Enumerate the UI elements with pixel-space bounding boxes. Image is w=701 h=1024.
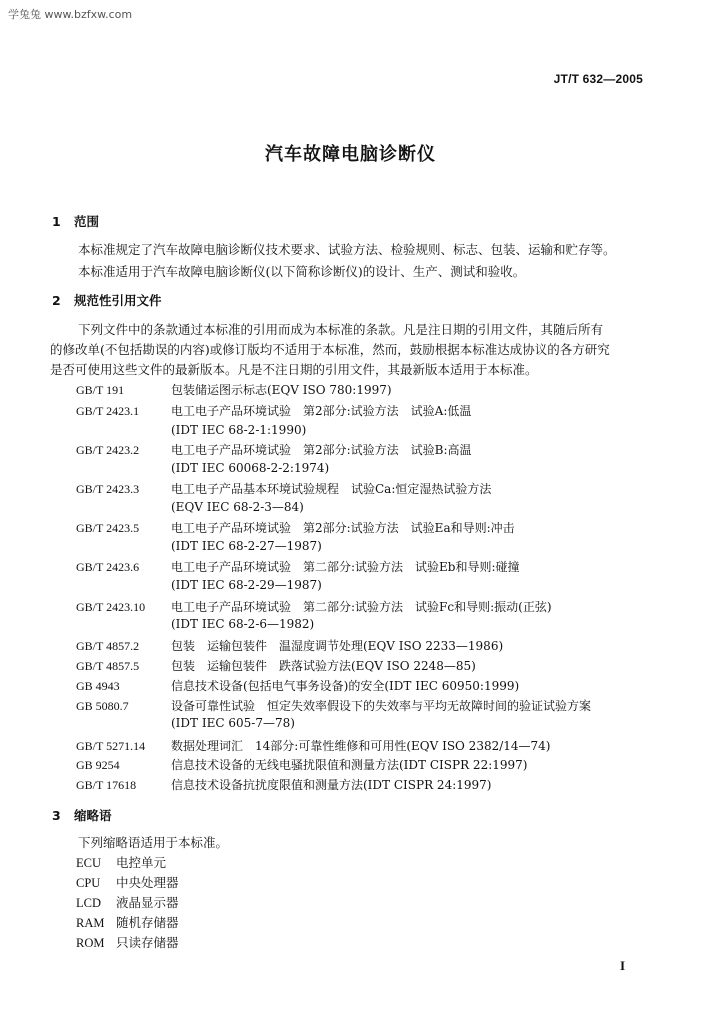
reference-item [76,381,392,398]
reference-title: 电工电子产品基本环境试验规程 试验Ca:恒定湿热试验方法 [171,482,492,496]
section-title: 规范性引用文件 [74,293,162,308]
abbreviation-code: CPU [76,876,101,890]
section-title: 缩略语 [74,808,112,823]
abbreviation-item [76,893,179,911]
abbreviation-meaning: 电控单元 [116,855,167,870]
reference-item [76,756,527,773]
reference-item [76,441,472,458]
reference-title: 电工电子产品环境试验 第2部分:试验方法 试验Ea和导则:冲击 [171,521,515,535]
reference-title: 电工电子产品环境试验 第2部分:试验方法 试验B:高温 [171,443,472,457]
reference-code: GB/T 191 [76,383,125,397]
section-title: 范围 [74,214,100,229]
reference-title: 电工电子产品环境试验 第二部分:试验方法 试验Eb和导则:碰撞 [171,560,520,574]
reference-title: 电工电子产品环境试验 第二部分:试验方法 试验Fc和导则:振动(正弦) [171,600,552,614]
reference-code: GB/T 2423.5 [76,521,140,535]
reference-equivalence: (IDT IEC 68-2-27—1987) [171,539,322,553]
reference-title: 数据处理词汇 14部分:可靠性维修和可用性(EQV ISO 2382/14—74) [171,739,551,753]
abbreviation-meaning: 只读存储器 [116,935,179,950]
references-intro-line: 下列文件中的条款通过本标准的引用而成为本标准的条款。凡是注日期的引用文件，其随后所有 [78,322,604,337]
reference-equivalence: (IDT IEC 605-7—78) [171,716,295,730]
reference-item [76,677,519,694]
reference-item [76,657,476,674]
reference-item [76,737,551,754]
reference-equivalence: (IDT IEC 60068-2-2:1974) [171,461,330,475]
standard-number: JT/T 632—2005 [553,72,643,86]
references-intro-line: 的修改单(不包括勘误的内容)或修订版均不适用于本标准，然而，鼓励根据本标准达成协议的各方研究 [50,342,610,357]
abbreviation-meaning: 中央处理器 [116,875,179,890]
reference-code: GB/T 4857.2 [76,639,140,653]
reference-code: GB/T 4857.5 [76,659,140,673]
abbreviation-item [76,913,179,931]
reference-code: GB/T 5271.14 [76,739,146,753]
reference-code: GB 4943 [76,679,120,693]
reference-equivalence: (IDT IEC 68-2-6—1982) [171,617,315,631]
abbreviation-code: RAM [76,916,105,930]
reference-code: GB 5080.7 [76,699,129,713]
section-number: 2 [52,293,61,308]
reference-item [76,598,552,615]
reference-title: 包装 运输包装件 温湿度调节处理(EQV ISO 2233—1986) [171,639,504,653]
reference-code: GB/T 2423.6 [76,560,140,574]
reference-equivalence: (IDT IEC 68-2-1:1990) [171,423,307,437]
references-intro-line: 是否可使用这些文件的最新版本。凡是不注日期的引用文件，其最新版本适用于本标准。 [50,362,538,377]
reference-equivalence: (EQV IEC 68-2-3—84) [171,500,304,514]
section-heading-references [52,291,162,309]
page-number: I [620,958,626,973]
abbreviation-meaning: 液晶显示器 [116,895,179,910]
section-heading-abbreviations [52,806,112,824]
scope-paragraph-1: 本标准规定了汽车故障电脑诊断仪技术要求、试验方法、检验规则、标志、包装、运输和贮存等。 [78,242,616,257]
abbreviation-code: LCD [76,896,101,910]
reference-code: GB/T 2423.1 [76,404,140,418]
reference-title: 信息技术设备的无线电骚扰限值和测量方法(IDT CISPR 22:1997) [171,758,528,772]
reference-code: GB/T 2423.3 [76,482,140,496]
reference-title: 信息技术设备抗扰度限值和测量方法(IDT CISPR 24:1997) [171,778,492,792]
abbreviation-item [76,933,179,951]
abbreviations-intro: 下列缩略语适用于本标准。 [78,835,229,850]
reference-code: GB 9254 [76,758,120,772]
reference-code: GB/T 2423.2 [76,443,140,457]
reference-code: GB/T 17618 [76,778,137,792]
abbreviation-item [76,853,166,871]
reference-title: 包装 运输包装件 跌落试验方法(EQV ISO 2248—85) [171,659,476,673]
watermark: 学兔兔 www.bzfxw.com [8,8,133,21]
reference-title: 电工电子产品环境试验 第2部分:试验方法 试验A:低温 [171,404,472,418]
document-title: 汽车故障电脑诊断仪 [265,144,436,165]
abbreviation-code: ECU [76,856,101,870]
reference-title: 包装储运图示标志(EQV ISO 780:1997) [171,383,392,397]
reference-title: 信息技术设备(包括电气事务设备)的安全(IDT IEC 60950:1999) [171,679,520,693]
reference-item [76,480,491,497]
reference-equivalence: (IDT IEC 68-2-29—1987) [171,578,322,592]
scope-paragraph-2: 本标准适用于汽车故障电脑诊断仪(以下简称诊断仪)的设计、生产、测试和验收。 [78,264,526,279]
reference-item [76,697,591,714]
abbreviation-meaning: 随机存储器 [116,915,179,930]
reference-item [76,776,491,793]
abbreviation-code: ROM [76,936,105,950]
reference-item [76,519,515,536]
reference-title: 设备可靠性试验 恒定失效率假设下的失效率与平均无故障时间的验证试验方案 [171,699,592,713]
reference-code: GB/T 2423.10 [76,600,146,614]
abbreviation-item [76,873,179,891]
reference-item [76,558,520,575]
section-number: 1 [52,214,61,229]
section-heading-scope [52,212,99,230]
reference-item [76,637,503,654]
section-number: 3 [52,808,61,823]
reference-item [76,402,471,419]
